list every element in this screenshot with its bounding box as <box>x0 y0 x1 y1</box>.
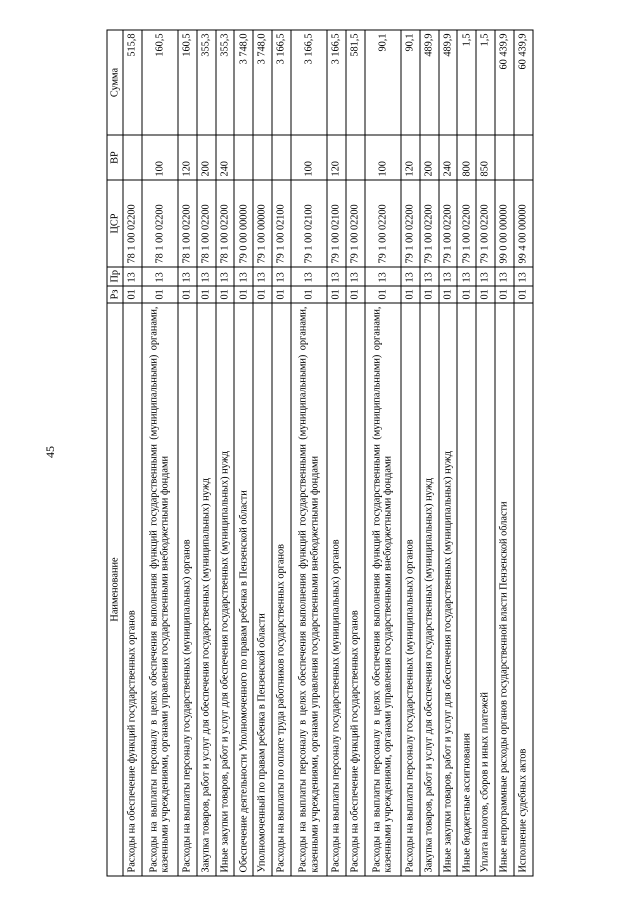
row-csr: 79 1 00 02100 <box>291 180 327 267</box>
table-row <box>253 30 272 876</box>
table-row <box>291 30 327 876</box>
page-number: 45 <box>43 446 57 458</box>
row-csr: 79 1 00 02100 <box>272 180 291 267</box>
row-sum: 3 166,5 <box>291 30 327 135</box>
row-csr: 79 0 00 00000 <box>234 180 253 267</box>
row-csr: 79 1 00 02200 <box>476 180 495 267</box>
row-vr: 800 <box>457 135 476 180</box>
row-pr: 13 <box>253 267 272 286</box>
row-vr: 240 <box>439 135 458 180</box>
row-vr: 100 <box>291 135 327 180</box>
row-name: Иные бюджетные ассигнования <box>457 303 476 876</box>
row-csr: 79 1 00 02100 <box>327 180 346 267</box>
row-vr <box>272 135 291 180</box>
row-sum: 3 748,0 <box>253 30 272 135</box>
row-name: Уплата налогов, сборов и иных платежей <box>476 303 495 876</box>
row-vr: 240 <box>216 135 235 180</box>
row-pr: 13 <box>216 267 235 286</box>
row-pr: 13 <box>420 267 439 286</box>
table-row <box>327 30 346 876</box>
row-name: Иные непрограммные расходы органов государственной власти Пензенской области <box>495 303 514 876</box>
table-row <box>495 30 514 876</box>
row-pr: 13 <box>514 267 533 286</box>
row-name: Исполнение судебных актов <box>514 303 533 876</box>
row-pr: 13 <box>401 267 420 286</box>
row-sum: 3 166,5 <box>327 30 346 135</box>
row-vr <box>346 135 365 180</box>
row-sum: 60 439,9 <box>495 30 514 135</box>
row-vr: 100 <box>365 135 401 180</box>
row-rz: 01 <box>365 286 401 303</box>
row-vr: 120 <box>178 135 197 180</box>
table-row <box>178 30 197 876</box>
row-sum: 355,3 <box>197 30 216 135</box>
row-rz: 01 <box>216 286 235 303</box>
row-sum: 1,5 <box>476 30 495 135</box>
row-sum: 160,5 <box>142 30 178 135</box>
row-sum: 160,5 <box>178 30 197 135</box>
row-csr: 99 4 00 00000 <box>514 180 533 267</box>
table-row <box>234 30 253 876</box>
row-csr: 79 1 00 02200 <box>439 180 458 267</box>
row-vr: 120 <box>401 135 420 180</box>
row-name: Расходы на выплаты персоналу в целях обеспечения выполнения функций государственными (муниципальными) органами, казенными учреждениями, органами управления государственными внебюджетными фондами <box>142 303 178 876</box>
row-rz: 01 <box>178 286 197 303</box>
row-csr: 79 1 00 02200 <box>346 180 365 267</box>
row-name: Расходы на выплаты персоналу в целях обеспечения выполнения функций государственными (муниципальными) органами, казенными учреждениями, органами управления государственными внебюджетными фондами <box>365 303 401 876</box>
row-pr: 13 <box>291 267 327 286</box>
row-rz: 01 <box>514 286 533 303</box>
row-vr <box>123 135 142 180</box>
table-row <box>365 30 401 876</box>
row-csr: 79 1 00 02200 <box>457 180 476 267</box>
row-vr: 200 <box>420 135 439 180</box>
row-csr: 78 1 00 02200 <box>123 180 142 267</box>
row-name: Расходы на выплаты персоналу государственных (муниципальных) органов <box>401 303 420 876</box>
row-pr: 13 <box>197 267 216 286</box>
row-rz: 01 <box>327 286 346 303</box>
row-sum: 3 166,5 <box>272 30 291 135</box>
row-vr <box>495 135 514 180</box>
row-name: Расходы на выплаты персоналу в целях обеспечения выполнения функций государственными (муниципальными) органами, казенными учреждениями, органами управления государственными внебюджетными фондами <box>291 303 327 876</box>
row-rz: 01 <box>401 286 420 303</box>
row-rz: 01 <box>253 286 272 303</box>
row-pr: 13 <box>457 267 476 286</box>
row-pr: 13 <box>365 267 401 286</box>
row-pr: 13 <box>327 267 346 286</box>
row-name: Закупка товаров, работ и услуг для обеспечения государственных (муниципальных) нужд <box>420 303 439 876</box>
row-csr: 78 1 00 02200 <box>142 180 178 267</box>
row-name: Иные закупки товаров, работ и услуг для обеспечения государственных (муниципальных) нужд <box>439 303 458 876</box>
table-row <box>346 30 365 876</box>
row-vr <box>253 135 272 180</box>
row-csr: 99 0 00 00000 <box>495 180 514 267</box>
row-pr: 13 <box>476 267 495 286</box>
row-name: Иные закупки товаров, работ и услуг для обеспечения государственных (муниципальных) нужд <box>216 303 235 876</box>
row-rz: 01 <box>272 286 291 303</box>
row-csr: 79 1 00 00000 <box>253 180 272 267</box>
table-row <box>476 30 495 876</box>
row-name: Расходы на выплаты персоналу государственных (муниципальных) органов <box>178 303 197 876</box>
row-sum: 90,1 <box>365 30 401 135</box>
row-vr <box>514 135 533 180</box>
row-vr: 850 <box>476 135 495 180</box>
row-rz: 01 <box>476 286 495 303</box>
row-pr: 13 <box>439 267 458 286</box>
row-rz: 01 <box>457 286 476 303</box>
row-name: Расходы на выплаты по оплате труда работников государственных органов <box>272 303 291 876</box>
row-pr: 13 <box>123 267 142 286</box>
row-pr: 13 <box>142 267 178 286</box>
header-vr: ВР <box>107 135 123 180</box>
row-csr: 79 1 00 02200 <box>365 180 401 267</box>
row-sum: 355,3 <box>216 30 235 135</box>
row-pr: 13 <box>178 267 197 286</box>
row-csr: 78 1 00 02200 <box>216 180 235 267</box>
row-name: Закупка товаров, работ и услуг для обеспечения государственных (муниципальных) нужд <box>197 303 216 876</box>
header-pr: Пр <box>107 267 123 286</box>
table-row <box>123 30 142 876</box>
row-sum: 60 439,9 <box>514 30 533 135</box>
row-rz: 01 <box>291 286 327 303</box>
header-rz: Рз <box>107 286 123 303</box>
row-sum: 3 748,0 <box>234 30 253 135</box>
row-rz: 01 <box>439 286 458 303</box>
row-vr: 120 <box>327 135 346 180</box>
table-row <box>197 30 216 876</box>
table-header-row <box>107 30 123 876</box>
table-row <box>401 30 420 876</box>
row-sum: 489,9 <box>420 30 439 135</box>
row-name: Расходы на выплаты персоналу государственных (муниципальных) органов <box>327 303 346 876</box>
row-pr: 13 <box>495 267 514 286</box>
row-pr: 13 <box>234 267 253 286</box>
row-csr: 79 1 00 02200 <box>420 180 439 267</box>
budget-table <box>107 29 534 876</box>
row-sum: 515,8 <box>123 30 142 135</box>
row-rz: 01 <box>142 286 178 303</box>
row-pr: 13 <box>346 267 365 286</box>
row-csr: 79 1 00 02200 <box>401 180 420 267</box>
row-rz: 01 <box>420 286 439 303</box>
row-vr: 100 <box>142 135 178 180</box>
row-rz: 01 <box>346 286 365 303</box>
table-row <box>514 30 533 876</box>
table-row <box>457 30 476 876</box>
row-rz: 01 <box>495 286 514 303</box>
row-rz: 01 <box>234 286 253 303</box>
header-name: Наименование <box>107 303 123 876</box>
row-name: Расходы на обеспечение функций государственных органов <box>346 303 365 876</box>
row-name: Расходы на обеспечение функций государственных органов <box>123 303 142 876</box>
table-row <box>420 30 439 876</box>
row-sum: 581,5 <box>346 30 365 135</box>
row-sum: 90,1 <box>401 30 420 135</box>
table-row <box>216 30 235 876</box>
table-row <box>439 30 458 876</box>
header-sum: Сумма <box>107 30 123 135</box>
row-vr: 200 <box>197 135 216 180</box>
rotated-page-content <box>107 30 534 876</box>
row-name: Уполномоченный по правам ребенка в Пензенской области <box>253 303 272 876</box>
row-csr: 78 1 00 02200 <box>178 180 197 267</box>
row-vr <box>234 135 253 180</box>
row-name: Обеспечение деятельности Уполномоченного по правам ребенка в Пензенской области <box>234 303 253 876</box>
row-pr: 13 <box>272 267 291 286</box>
row-sum: 489,9 <box>439 30 458 135</box>
header-csr: ЦСР <box>107 180 123 267</box>
table-row <box>272 30 291 876</box>
row-sum: 1,5 <box>457 30 476 135</box>
row-csr: 78 1 00 02200 <box>197 180 216 267</box>
row-rz: 01 <box>197 286 216 303</box>
row-rz: 01 <box>123 286 142 303</box>
table-row <box>142 30 178 876</box>
